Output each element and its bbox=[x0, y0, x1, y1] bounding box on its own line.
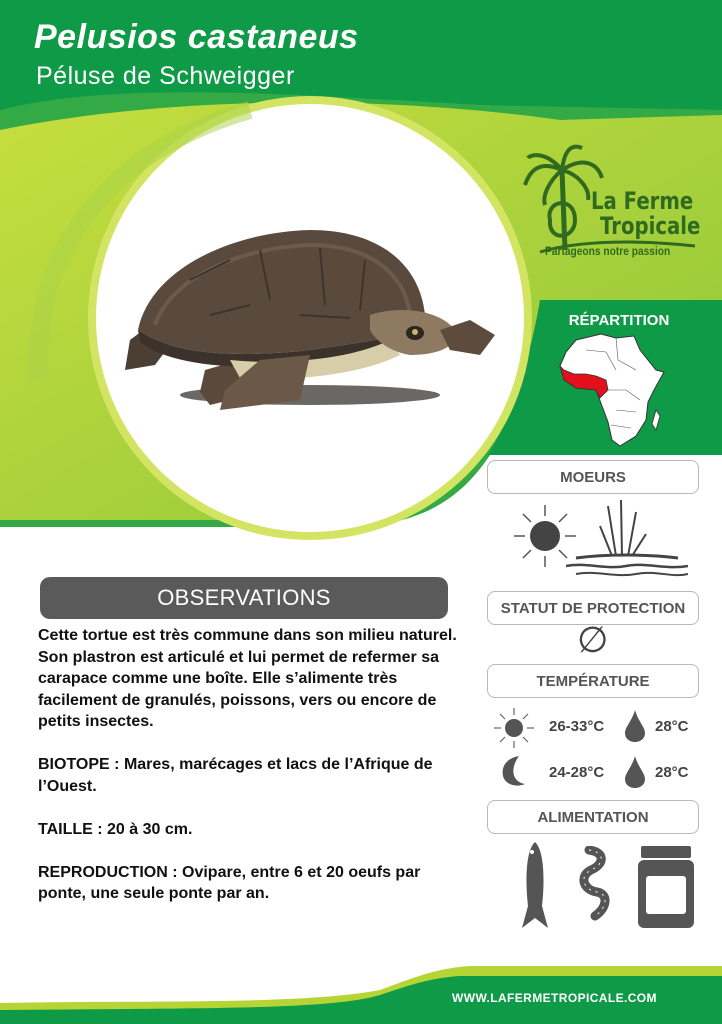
scientific-name: Pelusios castaneus bbox=[34, 18, 359, 56]
day-water-temperature: 28°C bbox=[655, 718, 689, 735]
no-protection-symbol: ∅ bbox=[577, 619, 609, 660]
africa-map bbox=[556, 330, 666, 450]
day-temperature: 26-33°C bbox=[549, 718, 605, 735]
turtle-photo bbox=[110, 220, 510, 420]
reproduction-label: REPRODUCTION : bbox=[38, 863, 178, 881]
common-name: Péluse de Schweigger bbox=[36, 62, 295, 90]
protection-label: STATUT DE PROTECTION bbox=[487, 591, 699, 625]
taille-text: 20 à 30 cm. bbox=[102, 820, 193, 838]
taille-paragraph bbox=[38, 819, 458, 841]
fish-icon bbox=[518, 840, 552, 932]
water-drop-night-icon bbox=[624, 755, 646, 789]
night-temperature: 24-28°C bbox=[549, 764, 605, 781]
reproduction-paragraph bbox=[38, 862, 458, 905]
repartition-label: RÉPARTITION bbox=[568, 312, 670, 329]
website-link[interactable]: WWW.LAFERMETROPICALE.COM bbox=[452, 991, 657, 1005]
moon-icon bbox=[499, 754, 529, 788]
day-sun-icon bbox=[493, 707, 535, 749]
night-water-temperature: 28°C bbox=[655, 764, 689, 781]
observations-text bbox=[38, 625, 458, 926]
brand-tagline: Partageons notre passion bbox=[545, 244, 671, 258]
moeurs-label: MOEURS bbox=[487, 460, 699, 494]
pellet-jar-icon bbox=[638, 846, 694, 928]
alimentation-label: ALIMENTATION bbox=[487, 800, 699, 834]
biotope-label: BIOTOPE : bbox=[38, 756, 120, 773]
biotope-text: Mares, marécages et lacs de l’Afrique de l’Ouest. bbox=[38, 756, 433, 795]
temperature-label: TEMPÉRATURE bbox=[487, 664, 699, 698]
brand-line2: Tropicale bbox=[600, 212, 701, 240]
aquatic-plants-icon bbox=[566, 496, 688, 580]
observations-heading: OBSERVATIONS bbox=[40, 577, 448, 619]
biotope-paragraph bbox=[38, 754, 458, 797]
reproduction-text: Ovipare, entre 6 et 20 oeufs par ponte, une seule ponte par an. bbox=[38, 863, 421, 902]
description-paragraph: Cette tortue est très commune dans son milieu naturel. Son plastron est articulé et lui permet de refermer sa carapace comme une boîte. Elle s’alimente très facilement de granulés, poissons, vers ou encore de petits insectes. bbox=[38, 627, 457, 730]
water-drop-icon bbox=[624, 709, 646, 743]
taille-label: TAILLE : bbox=[38, 820, 103, 838]
worm-icon bbox=[575, 846, 615, 922]
brand-line1: La Ferme bbox=[591, 187, 694, 215]
